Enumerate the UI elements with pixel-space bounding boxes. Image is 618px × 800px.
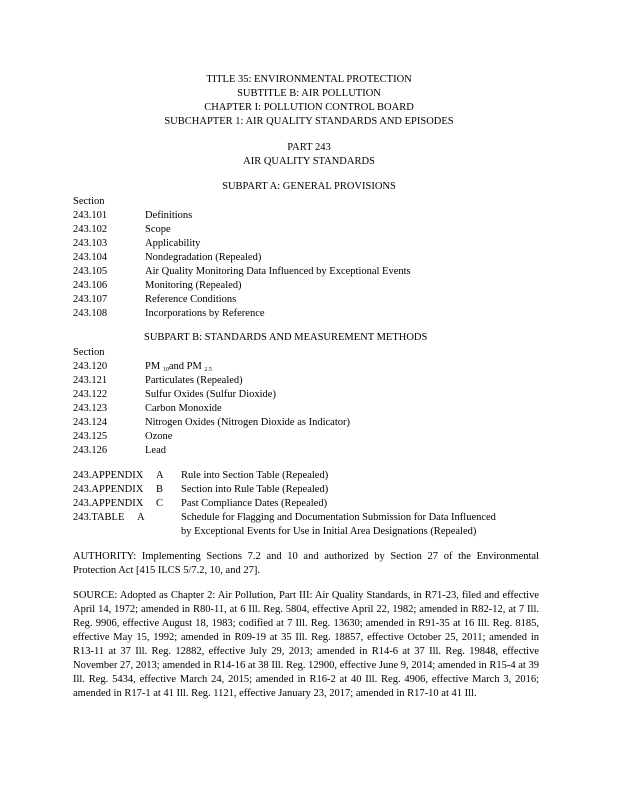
section-title[interactable]: Nondegradation (Repealed)	[145, 252, 262, 263]
section-title[interactable]: Reference Conditions	[145, 294, 237, 305]
section-number: 243.121	[73, 375, 108, 386]
pm-label: PM	[145, 361, 161, 372]
section-title[interactable]: Ozone	[145, 431, 173, 442]
section-number: 243.122	[73, 389, 108, 400]
subchapter-line: SUBCHAPTER 1: AIR QUALITY STANDARDS AND EPISODES	[164, 116, 454, 127]
section-title[interactable]: Sulfur Oxides (Sulfur Dioxide)	[145, 389, 276, 400]
section-title[interactable]: Monitoring (Repealed)	[145, 280, 242, 291]
section-title[interactable]: Applicability	[145, 238, 201, 249]
section-number: 243.104	[73, 252, 108, 263]
section-number: 243.126	[73, 445, 108, 456]
pm25-subscript: 2.5	[204, 367, 212, 373]
section-label: Section	[73, 196, 105, 207]
part-title: AIR QUALITY STANDARDS	[243, 156, 375, 167]
table-number: 243.TABLE	[73, 512, 125, 523]
pm-and: and	[168, 361, 184, 372]
part-number: PART 243	[287, 142, 331, 153]
section-title[interactable]: Air Quality Monitoring Data Influenced by Exceptional Events	[145, 266, 411, 277]
section-number: 243.105	[73, 266, 108, 277]
section-number: 243.106	[73, 280, 108, 291]
appendix-letter: C	[156, 498, 164, 509]
section-title[interactable]: Incorporations by Reference	[145, 308, 265, 319]
subpart-b-heading: SUBPART B: STANDARDS AND MEASUREMENT METHODS	[144, 332, 428, 343]
appendix-title[interactable]: Past Compliance Dates (Repealed)	[181, 498, 328, 509]
appendix-title[interactable]: Section into Rule Table (Repealed)	[181, 484, 329, 495]
section-number: 243.107	[73, 294, 108, 305]
pm-label: PM	[186, 361, 202, 372]
appendix-letter: B	[156, 484, 164, 495]
subpart-a-heading: SUBPART A: GENERAL PROVISIONS	[222, 181, 396, 192]
section-number: 243.120	[73, 361, 108, 372]
source-paragraph: SOURCE: Adopted as Chapter 2: Air Pollution, Part III: Air Quality Standards, in R71-23, filed and effective April 14, 1972; amended in R80-11, at 6 Ill. Reg. 5804, effective April 22, 1982; amended in R82-12, at 7 Ill. Reg. 9906, effective August 18, 1983; codified at 7 Ill. Reg. 13630; amended in R91-35 at 16 Ill. Reg. 8185, effective May 15, 1992; amended in R09-19 at 35 Ill. Reg. 18857, effective October 25, 2011; amended in R13-11 at 37 Ill. Reg. 12882, effective July 29, 2013; amended in R14-6 at 37 Ill. Reg. 19848, effective November 27, 2013; amended in R14-16 at 38 Ill. Reg. 12900, effective June 9, 2014; amended in R15-4 at 39 Ill. Reg. 5434, effective March 24, 2015; amended in R16-2 at 40 Ill. Reg. 4906, effective March 3, 2016; amended in R17-1 at 41 Ill. Reg. 1121, effective January 23, 2017; amended in R17-10 at 41 Ill.	[73, 590, 539, 699]
section-title[interactable]: Particulates (Repealed)	[145, 375, 243, 386]
appendix-title[interactable]: Rule into Section Table (Repealed)	[181, 470, 329, 481]
section-title[interactable]: Scope	[145, 224, 171, 235]
section-title[interactable]: Carbon Monoxide	[145, 403, 222, 414]
appendix-number: 243.APPENDIX	[73, 470, 144, 481]
section-number: 243.102	[73, 224, 108, 235]
subtitle-line: SUBTITLE B: AIR POLLUTION	[237, 88, 381, 99]
section-number: 243.108	[73, 308, 108, 319]
section-title[interactable]: Definitions	[145, 210, 193, 221]
chapter-line: CHAPTER I: POLLUTION CONTROL BOARD	[204, 102, 414, 113]
section-title[interactable]: Lead	[145, 445, 166, 456]
section-number: 243.125	[73, 431, 108, 442]
section-number: 243.101	[73, 210, 108, 221]
section-label: Section	[73, 347, 105, 358]
section-number: 243.123	[73, 403, 108, 414]
pm10-subscript: 10	[162, 367, 169, 373]
appendix-number: 243.APPENDIX	[73, 484, 144, 495]
section-number: 243.103	[73, 238, 108, 249]
table-title-line-2[interactable]: by Exceptional Events for Use in Initial Area Designations (Repealed)	[181, 526, 477, 537]
section-title[interactable]: Nitrogen Oxides (Nitrogen Dioxide as Indicator)	[145, 417, 350, 428]
table-letter: A	[137, 512, 145, 523]
table-title-line-1[interactable]: Schedule for Flagging and Documentation Submission for Data Influenced	[181, 512, 496, 523]
authority-paragraph: AUTHORITY: Implementing Sections 7.2 and 10 and authorized by Section 27 of the Environmental Protection Act [415 ILCS 5/7.2, 10, and 27].	[73, 551, 539, 576]
appendix-number: 243.APPENDIX	[73, 498, 144, 509]
section-number: 243.124	[73, 417, 108, 428]
appendix-letter: A	[156, 470, 164, 481]
title-line: TITLE 35: ENVIRONMENTAL PROTECTION	[206, 74, 412, 85]
